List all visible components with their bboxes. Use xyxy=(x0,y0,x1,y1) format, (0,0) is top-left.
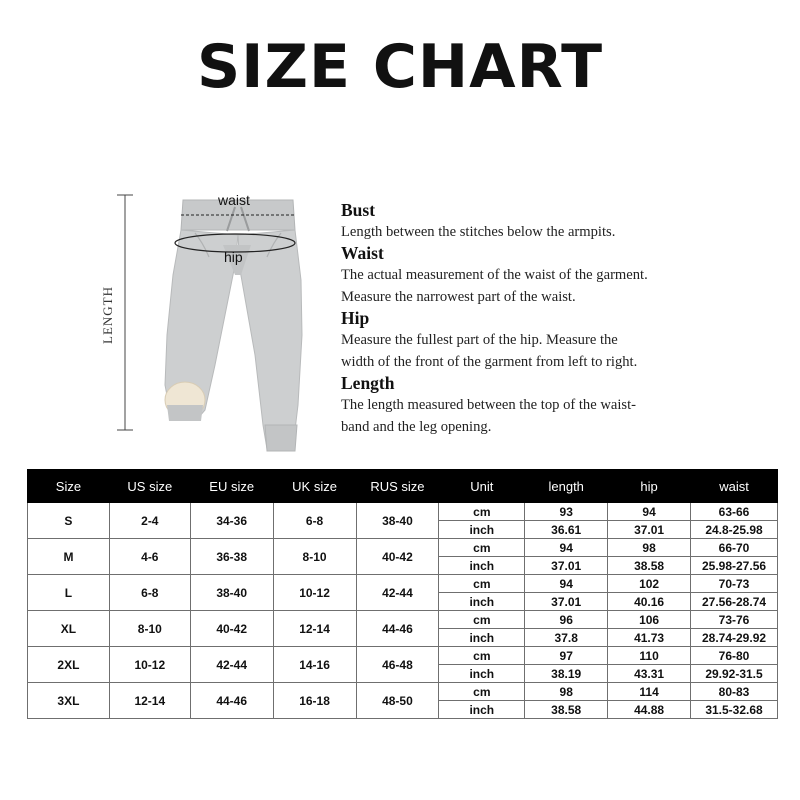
header-unit: Unit xyxy=(439,470,525,503)
cell-waist: 63-66 xyxy=(691,503,778,521)
cell-length: 37.01 xyxy=(525,593,608,611)
cell-size: XL xyxy=(28,611,110,647)
cell-uk-size: 6-8 xyxy=(273,503,356,539)
cell-unit: inch xyxy=(439,665,525,683)
cell-rus-size: 46-48 xyxy=(356,647,439,683)
desc-bust xyxy=(341,200,761,243)
cell-eu-size: 40-42 xyxy=(190,611,273,647)
cell-length: 37.01 xyxy=(525,557,608,575)
cell-waist: 73-76 xyxy=(691,611,778,629)
cell-waist: 25.98-27.56 xyxy=(691,557,778,575)
header-hip: hip xyxy=(608,470,691,503)
desc-line: band and the leg opening. xyxy=(341,419,492,435)
cell-eu-size: 34-36 xyxy=(190,503,273,539)
cell-hip: 98 xyxy=(608,539,691,557)
cell-hip: 110 xyxy=(608,647,691,665)
cell-length: 94 xyxy=(525,575,608,593)
cell-waist: 76-80 xyxy=(691,647,778,665)
cell-hip: 106 xyxy=(608,611,691,629)
cell-uk-size: 14-16 xyxy=(273,647,356,683)
cell-waist: 29.92-31.5 xyxy=(691,665,778,683)
cell-uk-size: 16-18 xyxy=(273,683,356,719)
header-us-size: US size xyxy=(109,470,190,503)
cell-eu-size: 36-38 xyxy=(190,539,273,575)
cell-waist: 66-70 xyxy=(691,539,778,557)
table-row xyxy=(28,683,778,701)
cell-unit: inch xyxy=(439,701,525,719)
cell-unit: cm xyxy=(439,611,525,629)
cell-waist: 28.74-29.92 xyxy=(691,629,778,647)
cell-waist: 27.56-28.74 xyxy=(691,593,778,611)
cell-length: 37.8 xyxy=(525,629,608,647)
desc-heading: Length xyxy=(341,373,395,393)
page-title: SIZE CHART xyxy=(196,32,604,102)
desc-heading: Waist xyxy=(341,243,384,263)
desc-line: Measure the fullest part of the hip. Measure the xyxy=(341,332,618,348)
desc-hip xyxy=(341,308,761,373)
desc-line: Length between the stitches below the armpits. xyxy=(341,224,616,240)
desc-line: Measure the narrowest part of the waist. xyxy=(341,289,576,305)
desc-length xyxy=(341,373,761,438)
header-rus-size: RUS size xyxy=(356,470,439,503)
cell-unit: cm xyxy=(439,503,525,521)
desc-line: The actual measurement of the waist of the garment. xyxy=(341,267,648,283)
desc-heading: Bust xyxy=(341,200,376,220)
cell-unit: cm xyxy=(439,539,525,557)
table-row xyxy=(28,575,778,593)
table-row xyxy=(28,503,778,521)
cell-eu-size: 42-44 xyxy=(190,647,273,683)
cell-us-size: 4-6 xyxy=(109,539,190,575)
cell-uk-size: 10-12 xyxy=(273,575,356,611)
cell-uk-size: 12-14 xyxy=(273,611,356,647)
cell-waist: 70-73 xyxy=(691,575,778,593)
header-eu-size: EU size xyxy=(190,470,273,503)
header-waist: waist xyxy=(691,470,778,503)
cell-hip: 43.31 xyxy=(608,665,691,683)
cell-rus-size: 38-40 xyxy=(356,503,439,539)
length-label: LENGTH xyxy=(100,286,115,344)
cell-length: 36.61 xyxy=(525,521,608,539)
cell-uk-size: 8-10 xyxy=(273,539,356,575)
cell-unit: inch xyxy=(439,593,525,611)
header-size: Size xyxy=(28,470,110,503)
cell-waist: 31.5-32.68 xyxy=(691,701,778,719)
cell-hip: 114 xyxy=(608,683,691,701)
cell-us-size: 2-4 xyxy=(109,503,190,539)
cell-length: 98 xyxy=(525,683,608,701)
cell-length: 96 xyxy=(525,611,608,629)
header-length: length xyxy=(525,470,608,503)
cell-hip: 40.16 xyxy=(608,593,691,611)
measurement-descriptions xyxy=(341,200,761,438)
cell-size: 2XL xyxy=(28,647,110,683)
cell-rus-size: 48-50 xyxy=(356,683,439,719)
cell-hip: 37.01 xyxy=(608,521,691,539)
cell-unit: inch xyxy=(439,521,525,539)
hip-label: hip xyxy=(224,249,243,265)
cell-us-size: 8-10 xyxy=(109,611,190,647)
waist-label: waist xyxy=(218,192,250,208)
cell-us-size: 6-8 xyxy=(109,575,190,611)
cell-size: S xyxy=(28,503,110,539)
cell-hip: 41.73 xyxy=(608,629,691,647)
cell-size: M xyxy=(28,539,110,575)
cell-unit: cm xyxy=(439,683,525,701)
cell-rus-size: 44-46 xyxy=(356,611,439,647)
cell-length: 94 xyxy=(525,539,608,557)
cell-us-size: 12-14 xyxy=(109,683,190,719)
cell-hip: 102 xyxy=(608,575,691,593)
cell-unit: cm xyxy=(439,647,525,665)
table-row xyxy=(28,611,778,629)
cell-length: 97 xyxy=(525,647,608,665)
desc-waist xyxy=(341,243,761,308)
table-header-row xyxy=(28,470,778,503)
cell-eu-size: 38-40 xyxy=(190,575,273,611)
header-uk-size: UK size xyxy=(273,470,356,503)
cell-unit: inch xyxy=(439,557,525,575)
cell-waist: 80-83 xyxy=(691,683,778,701)
table-row xyxy=(28,647,778,665)
cell-waist: 24.8-25.98 xyxy=(691,521,778,539)
table-row xyxy=(28,539,778,557)
cell-us-size: 10-12 xyxy=(109,647,190,683)
desc-line: width of the front of the garment from left to right. xyxy=(341,354,638,370)
cell-hip: 38.58 xyxy=(608,557,691,575)
cell-size: L xyxy=(28,575,110,611)
desc-line: The length measured between the top of the waist- xyxy=(341,397,637,413)
desc-heading: Hip xyxy=(341,308,370,328)
cell-hip: 44.88 xyxy=(608,701,691,719)
pants-illustration xyxy=(95,185,325,460)
cell-unit: cm xyxy=(439,575,525,593)
cell-length: 38.19 xyxy=(525,665,608,683)
cell-rus-size: 40-42 xyxy=(356,539,439,575)
cell-size: 3XL xyxy=(28,683,110,719)
cell-eu-size: 44-46 xyxy=(190,683,273,719)
cell-length: 38.58 xyxy=(525,701,608,719)
size-table xyxy=(27,469,778,719)
cell-hip: 94 xyxy=(608,503,691,521)
cell-unit: inch xyxy=(439,629,525,647)
cell-length: 93 xyxy=(525,503,608,521)
cell-rus-size: 42-44 xyxy=(356,575,439,611)
